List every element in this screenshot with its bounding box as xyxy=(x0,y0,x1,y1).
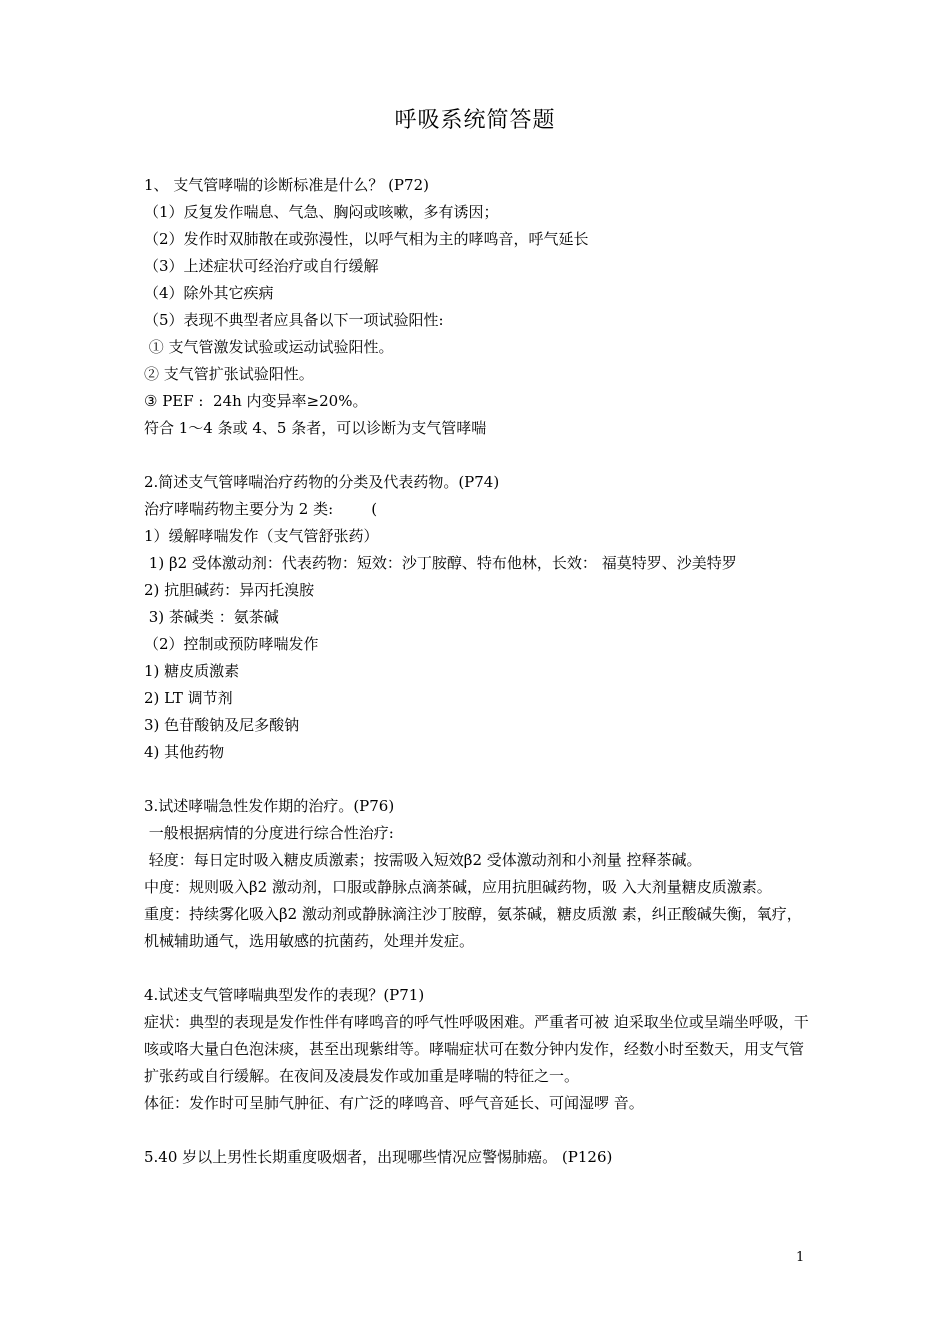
answer-line: 1) 糖皮质激素 xyxy=(144,662,240,680)
answer-line: 3) 茶碱类 ：氨茶碱 xyxy=(144,608,279,626)
page-number: 1 xyxy=(796,1250,805,1265)
section-spacer xyxy=(144,955,814,982)
answer-line: ① 支气管激发试验或运动试验阳性。 xyxy=(144,338,394,356)
question-5-heading: 5.40 岁以上男性长期重度吸烟者，出现哪些情况应警惕肺癌。 (P126) xyxy=(144,1148,613,1166)
answer-line: （2）发作时双肺散在或弥漫性，以呼气相为主的哮鸣音，呼气延长 xyxy=(144,230,589,248)
answer-line: 治疗哮喘药物主要分为 2 类: ( xyxy=(144,500,378,518)
answer-line: 2) 抗胆碱药：异丙托溴胺 xyxy=(144,581,315,599)
answer-line: （2）控制或预防哮喘发作 xyxy=(144,635,319,653)
answer-line: （4）除外其它疾病 xyxy=(144,284,274,302)
question-3-heading: 3.试述哮喘急性发作期的治疗。(P76) xyxy=(144,797,395,815)
answer-line: 符合 1～4 条或 4、5 条者，可以诊断为支气管哮喘 xyxy=(144,419,487,437)
answer-line: 1) β2 受体激动剂：代表药物：短效：沙丁胺醇、特布他林，长效： 福莫特罗、沙美特罗 xyxy=(144,554,737,572)
answer-line: 4) 其他药物 xyxy=(144,743,225,761)
answer-line: 3) 色苷酸钠及尼多酸钠 xyxy=(144,716,300,734)
question-2-heading: 2.简述支气管哮喘治疗药物的分类及代表药物。(P74) xyxy=(144,473,500,491)
answer-line: 重度：持续雾化吸入β2 激动剂或静脉滴注沙丁胺醇，氨茶碱，糖皮质激 素，纠正酸碱失衡，氧疗，机械辅助通气，选用敏感的抗菌药，处理并发症。 xyxy=(144,905,802,950)
answer-line: （1）反复发作喘息、气急、胸闷或咳嗽，多有诱因； xyxy=(144,203,499,221)
section-spacer xyxy=(144,766,814,793)
document-title: 呼吸系统简答题 xyxy=(394,108,556,133)
question-1-heading: 1、 支气管哮喘的诊断标准是什么？ (P72) xyxy=(144,176,429,194)
question-4-heading: 4.试述支气管哮喘典型发作的表现？(P71) xyxy=(144,986,425,1004)
answer-line: 体征：发作时可呈肺气肿征、有广泛的哮鸣音、呼气音延长、可闻湿啰 音。 xyxy=(144,1094,644,1112)
answer-line: （5）表现不典型者应具备以下一项试验阳性: xyxy=(144,311,444,329)
answer-line: 轻度：每日定时吸入糖皮质激素；按需吸入短效β2 受体激动剂和小剂量 控释茶碱。 xyxy=(144,851,702,869)
answer-line: 1）缓解哮喘发作（支气管舒张药） xyxy=(144,527,379,545)
answer-line: （3）上述症状可经治疗或自行缓解 xyxy=(144,257,379,275)
answer-line: 中度：规则吸入β2 激动剂，口服或静脉点滴茶碱，应用抗胆碱药物，吸 入大剂量糖皮质激素。 xyxy=(144,878,772,896)
answer-line: ③ PEF : 24h 内变异率≥20%。 xyxy=(144,392,368,410)
answer-line: 症状：典型的表现是发作性伴有哮鸣音的呼气性呼吸困难。严重者可被 迫采取坐位或呈端坐呼吸，干咳或咯大量白色泡沫痰，甚至出现紫绀等。哮喘症状可在数分钟内发作，经数小时至数天，用支气管扩张药或自行缓解。在夜间及凌晨发作或加重是哮喘的特征之一。 xyxy=(144,1013,809,1085)
answer-line: ② 支气管扩张试验阳性。 xyxy=(144,365,314,383)
section-spacer xyxy=(144,442,814,469)
document-body xyxy=(144,172,814,1171)
answer-line: 一般根据病情的分度进行综合性治疗: xyxy=(144,824,394,842)
section-spacer xyxy=(144,1117,814,1144)
answer-line: 2) LT 调节剂 xyxy=(144,689,233,707)
